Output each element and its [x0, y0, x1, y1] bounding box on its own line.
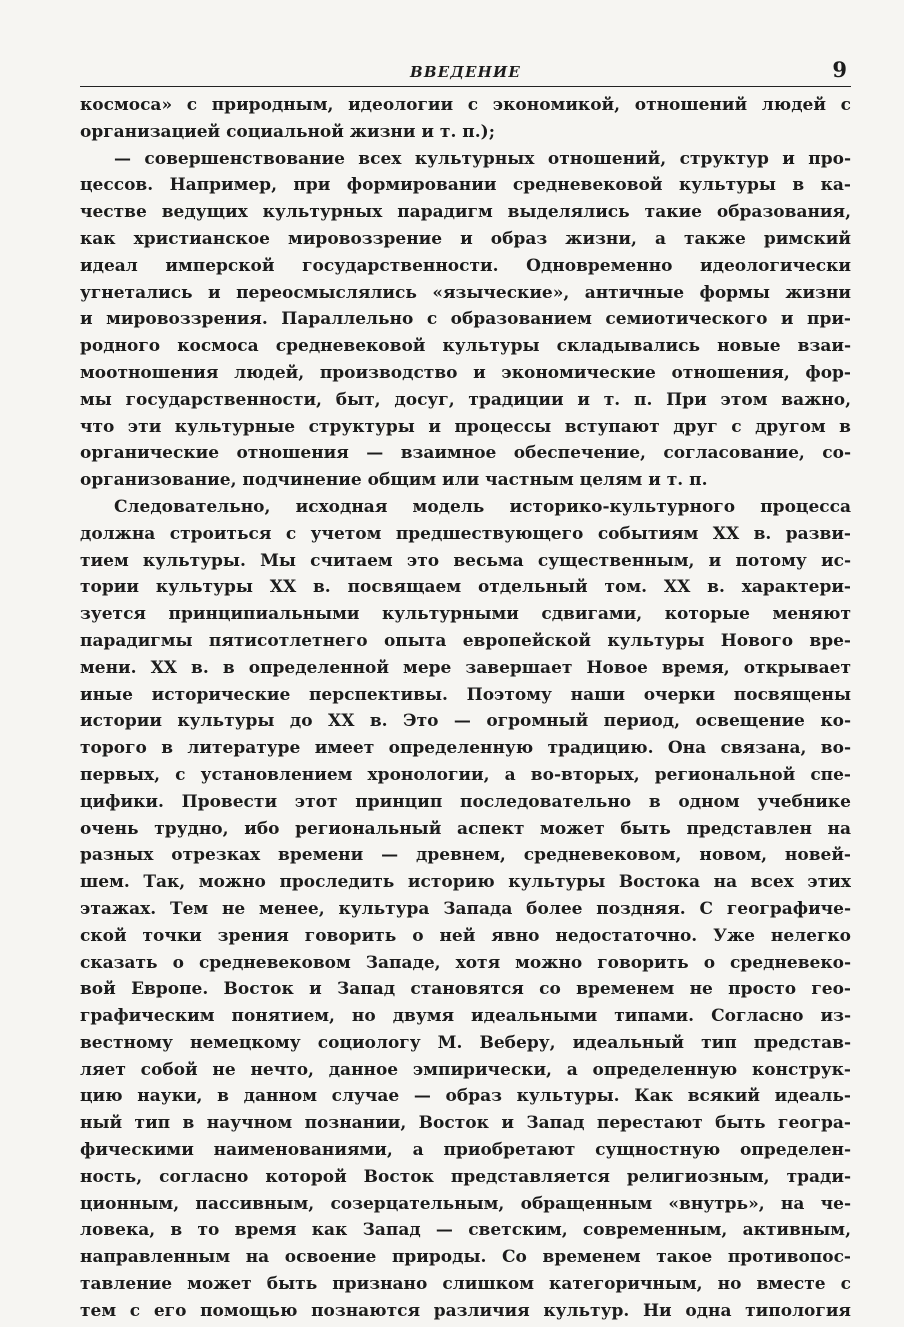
text-line: цифики. Провести этот принцип последовательно в одном учебнике: [80, 791, 851, 812]
text-line: родного космоса средневековой культуры складывались новые взаи-: [80, 336, 851, 357]
text-line: моотношения людей, производство и экономические отношения, фор-: [80, 362, 851, 383]
text-line: очень трудно, ибо региональный аспект может быть представлен на: [80, 818, 851, 839]
text-line: должна строиться с учетом предшествующего событиям XX в. разви-: [80, 523, 851, 544]
text-line: и мировоззрения. Параллельно с образованием семиотического и при-: [80, 309, 851, 330]
text-line: организование, подчинение общим или частным целям и т. п.: [80, 470, 708, 491]
text-line: что эти культурные структуры и процессы вступают друг с другом в: [80, 416, 851, 437]
text-line: ционным, пассивным, созерцательным, обращенным «внутрь», на че-: [80, 1193, 851, 1214]
page-number: 9: [832, 57, 847, 82]
text-line: Следовательно, исходная модель историко-культурного процесса: [114, 496, 851, 517]
text-line: тавление может быть признано слишком категоричным, но вместе с: [80, 1274, 851, 1295]
text-line: мы государственности, быт, досуг, традиции и т. п. При этом важно,: [80, 389, 851, 410]
text-line: иные исторические перспективы. Поэтому наши очерки посвящены: [80, 684, 851, 705]
text-line: цессов. Например, при формировании средневековой культуры в ка-: [80, 175, 851, 196]
text-line: ный тип в научном познании, Восток и Запад перестают быть геогра-: [80, 1113, 851, 1134]
text-line: ловека, в то время как Запад — светским, современным, активным,: [80, 1220, 851, 1241]
text-line: тории культуры XX в. посвящаем отдельный том. XX в. характери-: [80, 577, 851, 598]
text-line: фическими наименованиями, а приобретают сущностную определен-: [80, 1140, 851, 1161]
text-line: вой Европе. Восток и Запад становятся со временем не просто гео-: [80, 979, 851, 1000]
running-title: ВВЕДЕНИЕ: [410, 63, 521, 81]
text-line: ность, согласно которой Восток представляется религиозным, тради-: [80, 1166, 851, 1187]
text-line: вестному немецкому социологу М. Веберу, идеальный тип представ-: [80, 1032, 851, 1053]
text-line: направленным на освоение природы. Со временем такое противопос-: [80, 1247, 851, 1268]
text-line: как христианское мировоззрение и образ жизни, а также римский: [80, 228, 851, 249]
text-line: — совершенствование всех культурных отношений, структур и про-: [114, 148, 851, 169]
text-line: органические отношения — взаимное обеспечение, согласование, со-: [80, 443, 851, 464]
text-line: этажах. Тем не менее, культура Запада более поздняя. С географиче-: [80, 898, 851, 919]
text-line: угнетались и переосмыслялись «языческие», античные формы жизни: [80, 282, 851, 303]
body-text: [80, 92, 851, 1325]
text-line: мени. XX в. в определенной мере завершает Новое время, открывает: [80, 657, 851, 678]
text-line: зуется принципиальными культурными сдвигами, которые меняют: [80, 604, 851, 625]
text-line: торого в литературе имеет определенную традицию. Она связана, во-: [80, 738, 851, 759]
text-line: цию науки, в данном случае — образ культуры. Как всякий идеаль-: [80, 1086, 851, 1107]
text-line: шем. Так, можно проследить историю культуры Востока на всех этих: [80, 872, 851, 893]
text-line: ляет собой не нечто, данное эмпирически, а определенную конструк-: [80, 1059, 851, 1080]
text-line: идеал имперской государственности. Одновременно идеологически: [80, 255, 851, 276]
text-line: разных отрезках времени — древнем, средневековом, новом, новей-: [80, 845, 851, 866]
text-line: честве ведущих культурных парадигм выделялись такие образования,: [80, 202, 851, 223]
page-header: [80, 57, 851, 87]
text-line: сказать о средневековом Западе, хотя можно говорить о средневеко-: [80, 952, 851, 973]
text-line: космоса» с природным, идеологии с экономикой, отношений людей с: [80, 95, 851, 115]
text-line: первых, с установлением хронологии, а во-вторых, региональной спе-: [80, 764, 851, 785]
text-line: организацией социальной жизни и т. п.);: [80, 121, 495, 142]
text-line: ской точки зрения говорить о ней явно недостаточно. Уже нелегко: [80, 925, 851, 946]
text-line: парадигмы пятисотлетнего опыта европейской культуры Нового вре-: [80, 630, 851, 651]
text-line: тием культуры. Мы считаем это весьма существенным, и потому ис-: [80, 550, 851, 571]
text-line: истории культуры до XX в. Это — огромный период, освещение ко-: [80, 711, 851, 732]
text-line: тем с его помощью познаются различия культур. Ни одна типология: [80, 1300, 851, 1321]
text-line: графическим понятием, но двумя идеальными типами. Согласно из-: [80, 1006, 851, 1027]
book-page: [80, 57, 851, 1325]
